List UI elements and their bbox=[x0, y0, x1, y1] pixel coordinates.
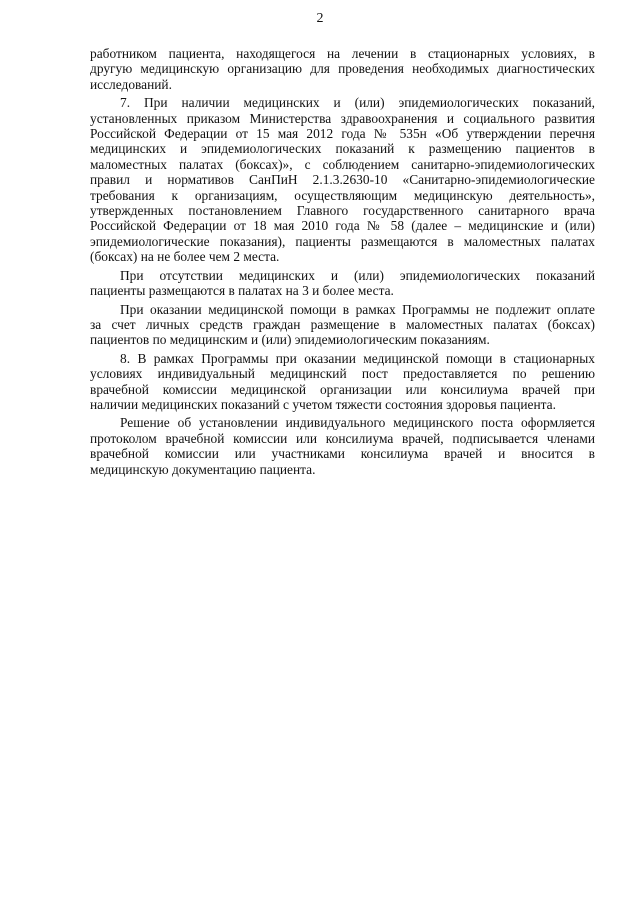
text-line: наличии медицинских показаний с учетом тяжести состояния здоровья пациента. bbox=[90, 396, 556, 412]
text-line: за счет личных средств граждан размещение в маломестных палатах (боксах) bbox=[90, 316, 595, 332]
text-line: пациенты размещаются в палатах на 3 и более места. bbox=[90, 283, 394, 299]
text-line: исследований. bbox=[90, 76, 172, 92]
text-line: эпидемиологические показания), пациенты размещаются в маломестных палатах bbox=[90, 233, 595, 249]
text-line: требования к организациям, осуществляющим медицинскую деятельность», bbox=[90, 187, 595, 203]
text-line: другую медицинскую организацию для проведения необходимых диагностических bbox=[90, 61, 595, 77]
text-line: Решение об установлении индивидуального медицинского поста оформляется bbox=[120, 415, 595, 431]
text-line: установленных приказом Министерства здравоохранения и социального развития bbox=[90, 110, 595, 126]
text-line: медицинскую документацию пациента. bbox=[90, 461, 316, 477]
text-line: Российской Федерации от 18 мая 2010 года № 58 (далее – медицинские и (или) bbox=[90, 218, 595, 234]
paragraph bbox=[90, 415, 595, 477]
text-line: условиях индивидуальный медицинский пост предоставляется по решению bbox=[90, 366, 595, 382]
text-line: маломестных палатах (боксах)», с соблюдением санитарно-эпидемиологических bbox=[90, 156, 595, 172]
text-line: При оказании медицинской помощи в рамках Программы не подлежит оплате bbox=[120, 301, 595, 317]
text-line: работником пациента, находящегося на лечении в стационарных условиях, в bbox=[90, 46, 595, 61]
text-line: врачебной комиссии медицинской организации или консилиума врачей при bbox=[90, 381, 595, 397]
text-line: 8. В рамках Программы при оказании медицинской помощи в стационарных bbox=[120, 350, 595, 366]
paragraph bbox=[90, 46, 595, 92]
text-line: Российской Федерации от 15 мая 2012 года № 535н «Об утверждении перечня bbox=[90, 126, 595, 142]
text-line: При отсутствии медицинских и (или) эпидемиологических показаний bbox=[120, 267, 595, 283]
page-number: 2 bbox=[316, 11, 324, 26]
text-line: медицинских и эпидемиологических показаний к размещению пациентов в bbox=[90, 141, 595, 157]
text-line: 7. При наличии медицинских и (или) эпидемиологических показаний, bbox=[120, 95, 595, 111]
paragraph bbox=[90, 95, 595, 264]
text-line: протоколом врачебной комиссии или консилиума врачей, подписывается членами bbox=[90, 430, 595, 446]
text-line: правил и нормативов СанПиН 2.1.3.2630-10 «Санитарно-эпидемиологические bbox=[90, 172, 595, 188]
document-body bbox=[90, 46, 595, 480]
text-line: (боксах) на не более чем 2 места. bbox=[90, 249, 280, 265]
paragraph bbox=[90, 268, 595, 299]
text-line: врачебной комиссии или участниками консилиума врачей и вносится в bbox=[90, 446, 595, 462]
text-line: пациентов по медицинским и (или) эпидемиологическим показаниям. bbox=[90, 332, 490, 348]
text-line: утвержденных постановлением Главного государственного санитарного врача bbox=[90, 203, 595, 219]
paragraph bbox=[90, 351, 595, 413]
paragraph bbox=[90, 302, 595, 348]
